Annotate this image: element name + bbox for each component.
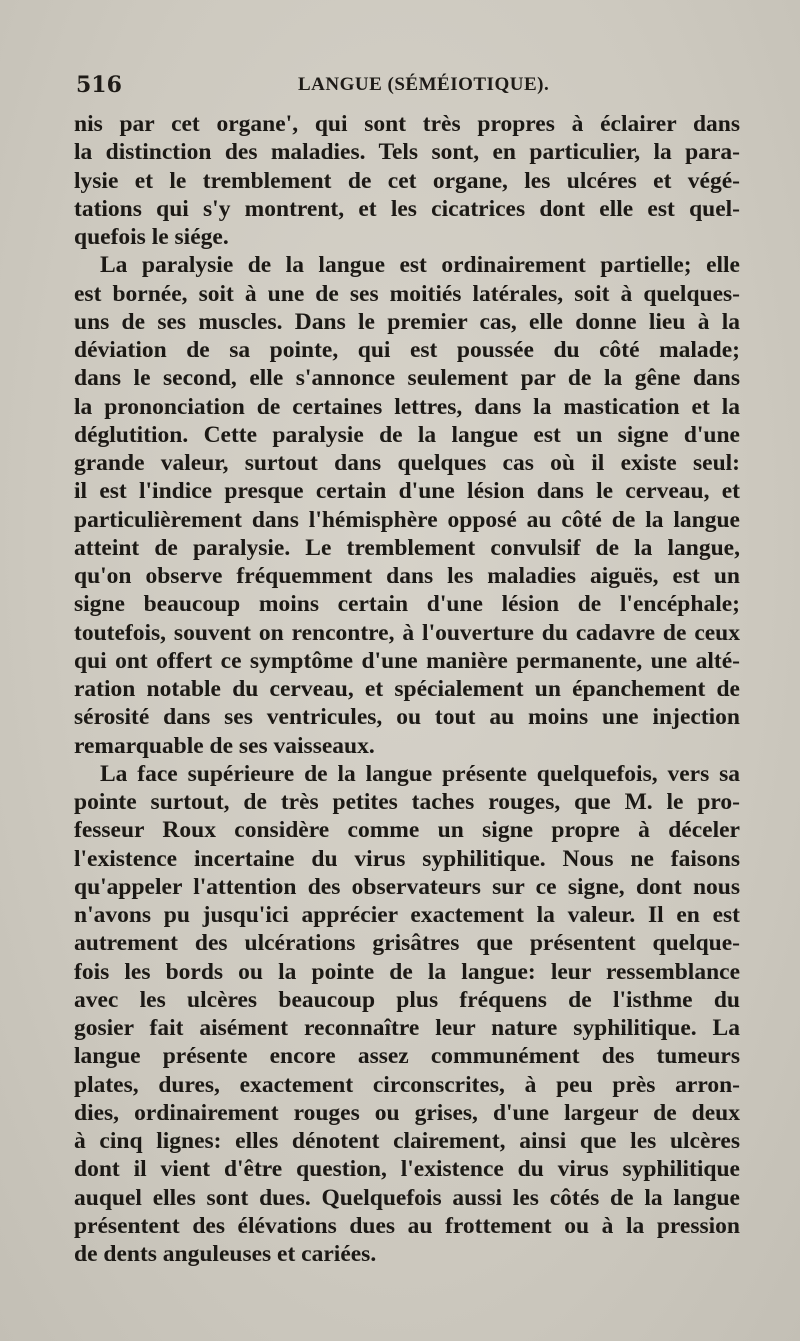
text-line: de dents anguleuses et cariées.	[74, 1241, 377, 1267]
text-line: déviation de sa pointe, qui est poussée du côté malade;	[74, 337, 740, 363]
text-line: signe beaucoup moins certain d'une lésion de l'encéphale;	[74, 591, 740, 618]
text-line: auquel elles sont dues. Quelquefois aussi les côtés de la langue	[74, 1184, 740, 1211]
body-text	[74, 110, 740, 1268]
page-number: 516	[76, 72, 122, 98]
text-line: avec les ulcères beaucoup plus fréquens de l'isthme du	[74, 986, 740, 1013]
text-line: à cinq lignes: elles dénotent clairement, ainsi que les ulcères	[74, 1128, 740, 1154]
text-line: l'existence incertaine du virus syphilitique. Nous ne faisons	[74, 845, 740, 872]
text-line: qu'appeler l'attention des observateurs sur ce signe, dont nous	[74, 873, 740, 900]
text-line: grande valeur, surtout dans quelques cas où il existe seul:	[74, 450, 740, 476]
text-line: gosier fait aisément reconnaître leur nature syphilitique. La	[74, 1015, 740, 1041]
page-header	[74, 72, 754, 106]
text-line: ration notable du cerveau, et spécialement un épanchement de	[74, 676, 740, 702]
text-line: dies, ordinairement rouges ou grises, d'une largeur de deux	[74, 1099, 740, 1126]
text-line: toutefois, souvent on rencontre, à l'ouverture du cadavre de ceux	[74, 619, 740, 646]
text-line: langue présente encore assez communément des tumeurs	[74, 1043, 740, 1070]
text-line: autrement des ulcérations grisâtres que présentent quelque-	[74, 930, 740, 957]
text-line: lysie et le tremblement de cet organe, les ulcéres et végé-	[74, 167, 740, 194]
text-line: La face supérieure de la langue présente quelquefois, vers sa	[100, 760, 740, 787]
text-line: est bornée, soit à une de ses moitiés latérales, soit à quelques-	[74, 280, 740, 307]
text-line: remarquable de ses vaisseaux.	[74, 732, 375, 759]
running-title: LANGUE (SÉMÉIOTIQUE).	[298, 74, 550, 95]
text-line: qui ont offert ce symptôme d'une manière permanente, une alté-	[74, 647, 740, 674]
text-line: présentent des élévations dues au frottement ou à la pression	[74, 1212, 740, 1239]
text-line: il est l'indice presque certain d'une lésion dans le cerveau, et	[74, 478, 740, 505]
text-line: n'avons pu jusqu'ici apprécier exactement la valeur. Il en est	[74, 902, 740, 928]
text-line: particulièrement dans l'hémisphère opposé au côté de la langue	[74, 506, 740, 533]
text-line: La paralysie de la langue est ordinairement partielle; elle	[100, 252, 740, 279]
text-line: atteint de paralysie. Le tremblement convulsif de la langue,	[74, 534, 740, 561]
text-line: tations qui s'y montrent, et les cicatrices dont elle est quel-	[74, 195, 740, 222]
text-line: déglutition. Cette paralysie de la langue est un signe d'une	[74, 421, 740, 448]
text-line: sérosité dans ses ventricules, ou tout au moins une injection	[74, 704, 740, 731]
text-line: uns de ses muscles. Dans le premier cas, elle donne lieu à la	[74, 308, 740, 335]
text-line: fois les bords ou la pointe de la langue: leur ressemblance	[74, 958, 740, 985]
text-line: dont il vient d'être question, l'existence du virus syphilitique	[74, 1156, 740, 1183]
text-line: la prononciation de certaines lettres, dans la mastication et la	[74, 393, 740, 420]
text-line: nis par cet organe', qui sont très propres à éclairer dans	[74, 111, 740, 137]
text-line: la distinction des maladies. Tels sont, en particulier, la para-	[74, 139, 740, 166]
text-line: plates, dures, exactement circonscrites, à peu près arron-	[74, 1071, 740, 1098]
text-line: fesseur Roux considère comme un signe propre à déceler	[74, 817, 740, 844]
text-line: qu'on observe fréquemment dans les maladies aiguës, est un	[74, 563, 740, 589]
text-line: pointe surtout, de très petites taches rouges, que M. le pro-	[74, 789, 740, 815]
text-line: dans le second, elle s'annonce seulement par de la gêne dans	[74, 365, 740, 392]
text-line: quefois le siége.	[74, 224, 229, 250]
